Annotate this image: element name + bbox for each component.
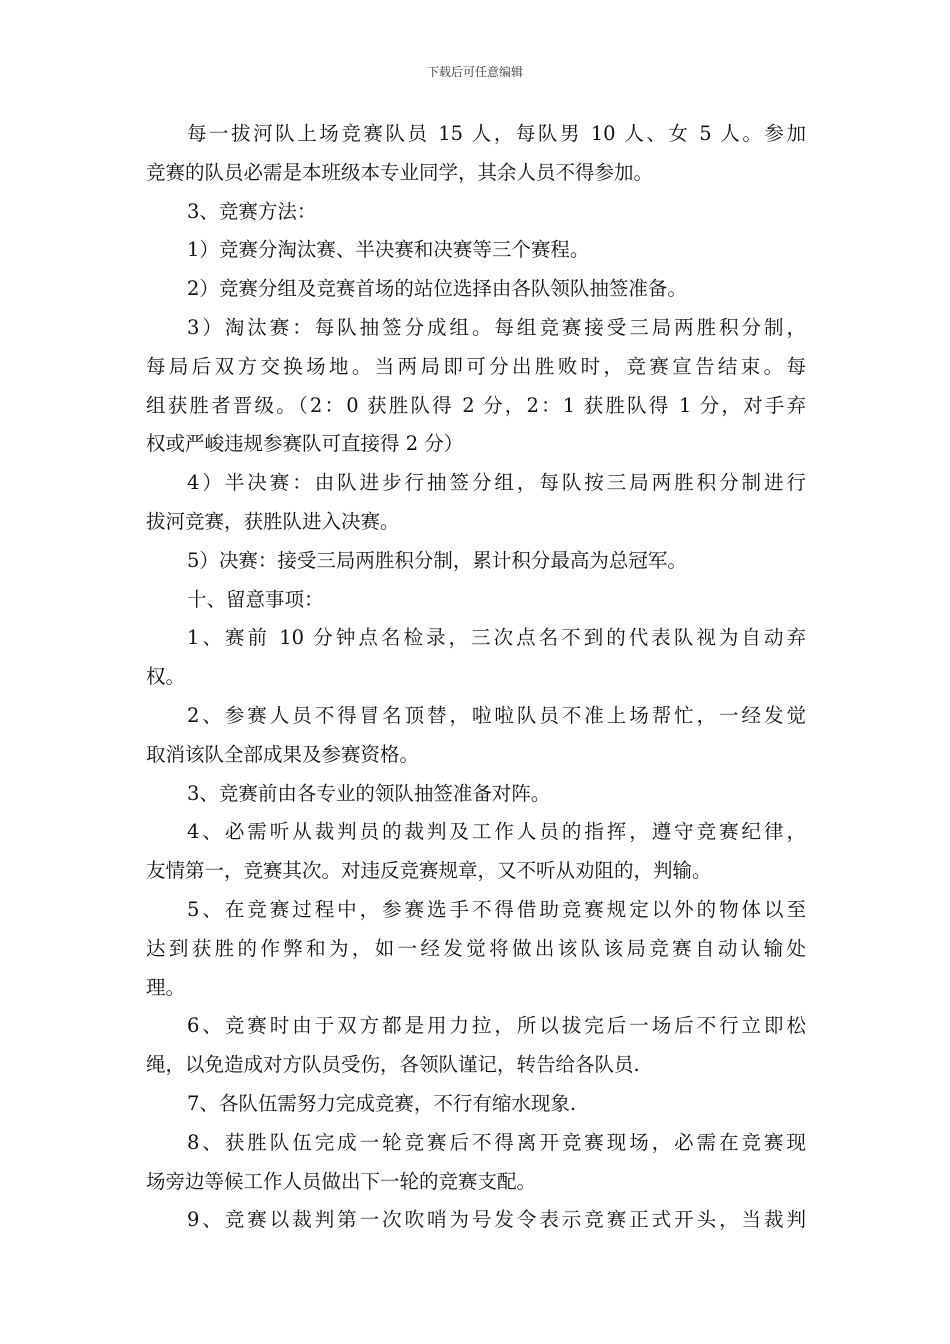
text-line: 9、竞赛以裁判第一次吹哨为号发令表示竞赛正式开头，当裁判 [187,1208,806,1232]
text-line: 十、留意事项： [187,587,324,611]
text-line: 拔河竞赛，获胜队进入决赛。 [146,509,400,533]
text-line: 竞赛的队员必需是本班级本专业同学，其余人员不得参加。 [146,160,654,184]
text-line: 权或严峻违规参赛队可直接得 2 分） [146,432,464,456]
text-line: 场旁边等候工作人员做出下一轮的竞赛支配。 [146,1169,537,1193]
text-line: 3、竞赛前由各专业的领队抽签准备对阵。 [187,781,551,805]
text-line: 5、在竞赛过程中，参赛选手不得借助竞赛规定以外的物体以至 [187,897,806,921]
text-line: 2）竞赛分组及竞赛首场的站位选择由各队领队抽签准备。 [187,277,687,301]
text-line: 3）淘汰赛：每队抽签分成组。每组竞赛接受三局两胜积分制， [187,315,806,339]
text-line: 1）竞赛分淘汰赛、半决赛和决赛等三个赛程。 [187,238,590,262]
text-line: 6、竞赛时由于双方都是用力拉，所以拔完后一场后不行立即松 [187,1014,806,1038]
page-header: 下载后可任意编辑 [426,65,523,79]
document-body [146,115,806,1240]
text-line: 每一拔河队上场竞赛队员 15 人，每队男 10 人、女 5 人。参加 [187,122,806,145]
text-line: 4、必需听从裁判员的裁判及工作人员的指挥，遵守竞赛纪律， [187,820,806,844]
text-line: 友情第一，竞赛其次。对违反竞赛规章，又不听从劝阻的，判输。 [146,859,712,883]
text-line: 组获胜者晋级。（2：0 获胜队得 2 分，2：1 获胜队得 1 分，对手弃 [146,393,806,417]
text-line: 7、各队伍需努力完成竞赛，不行有缩水现象. [187,1091,577,1115]
text-line: 理。 [146,975,186,999]
text-line: 3、竞赛方法： [187,199,317,223]
text-line: 5）决赛：接受三局两胜积分制，累计积分最高为总冠军。 [187,548,687,572]
text-line: 达到获胜的作弊和为，如一经发觉将做出该队该局竞赛自动认输处 [146,936,806,960]
text-line: 取消该队全部成果及参赛资格。 [146,742,420,766]
text-line: 每局后双方交换场地。当两局即可分出胜败时，竞赛宣告结束。每 [146,354,806,378]
text-line: 绳，以免造成对方队员受伤，各领队谨记，转告给各队员. [146,1053,640,1077]
text-line: 权。 [146,665,186,689]
text-line: 2、参赛人员不得冒名顶替，啦啦队员不准上场帮忙，一经发觉 [187,703,806,727]
text-line: 8、获胜队伍完成一轮竞赛后不得离开竞赛现场，必需在竞赛现 [187,1130,806,1154]
text-line: 4）半决赛：由队进步行抽签分组，每队按三局两胜积分制进行 [187,471,806,495]
text-line: 1、赛前 10 分钟点名检录，三次点名不到的代表队视为自动弃 [187,626,806,650]
